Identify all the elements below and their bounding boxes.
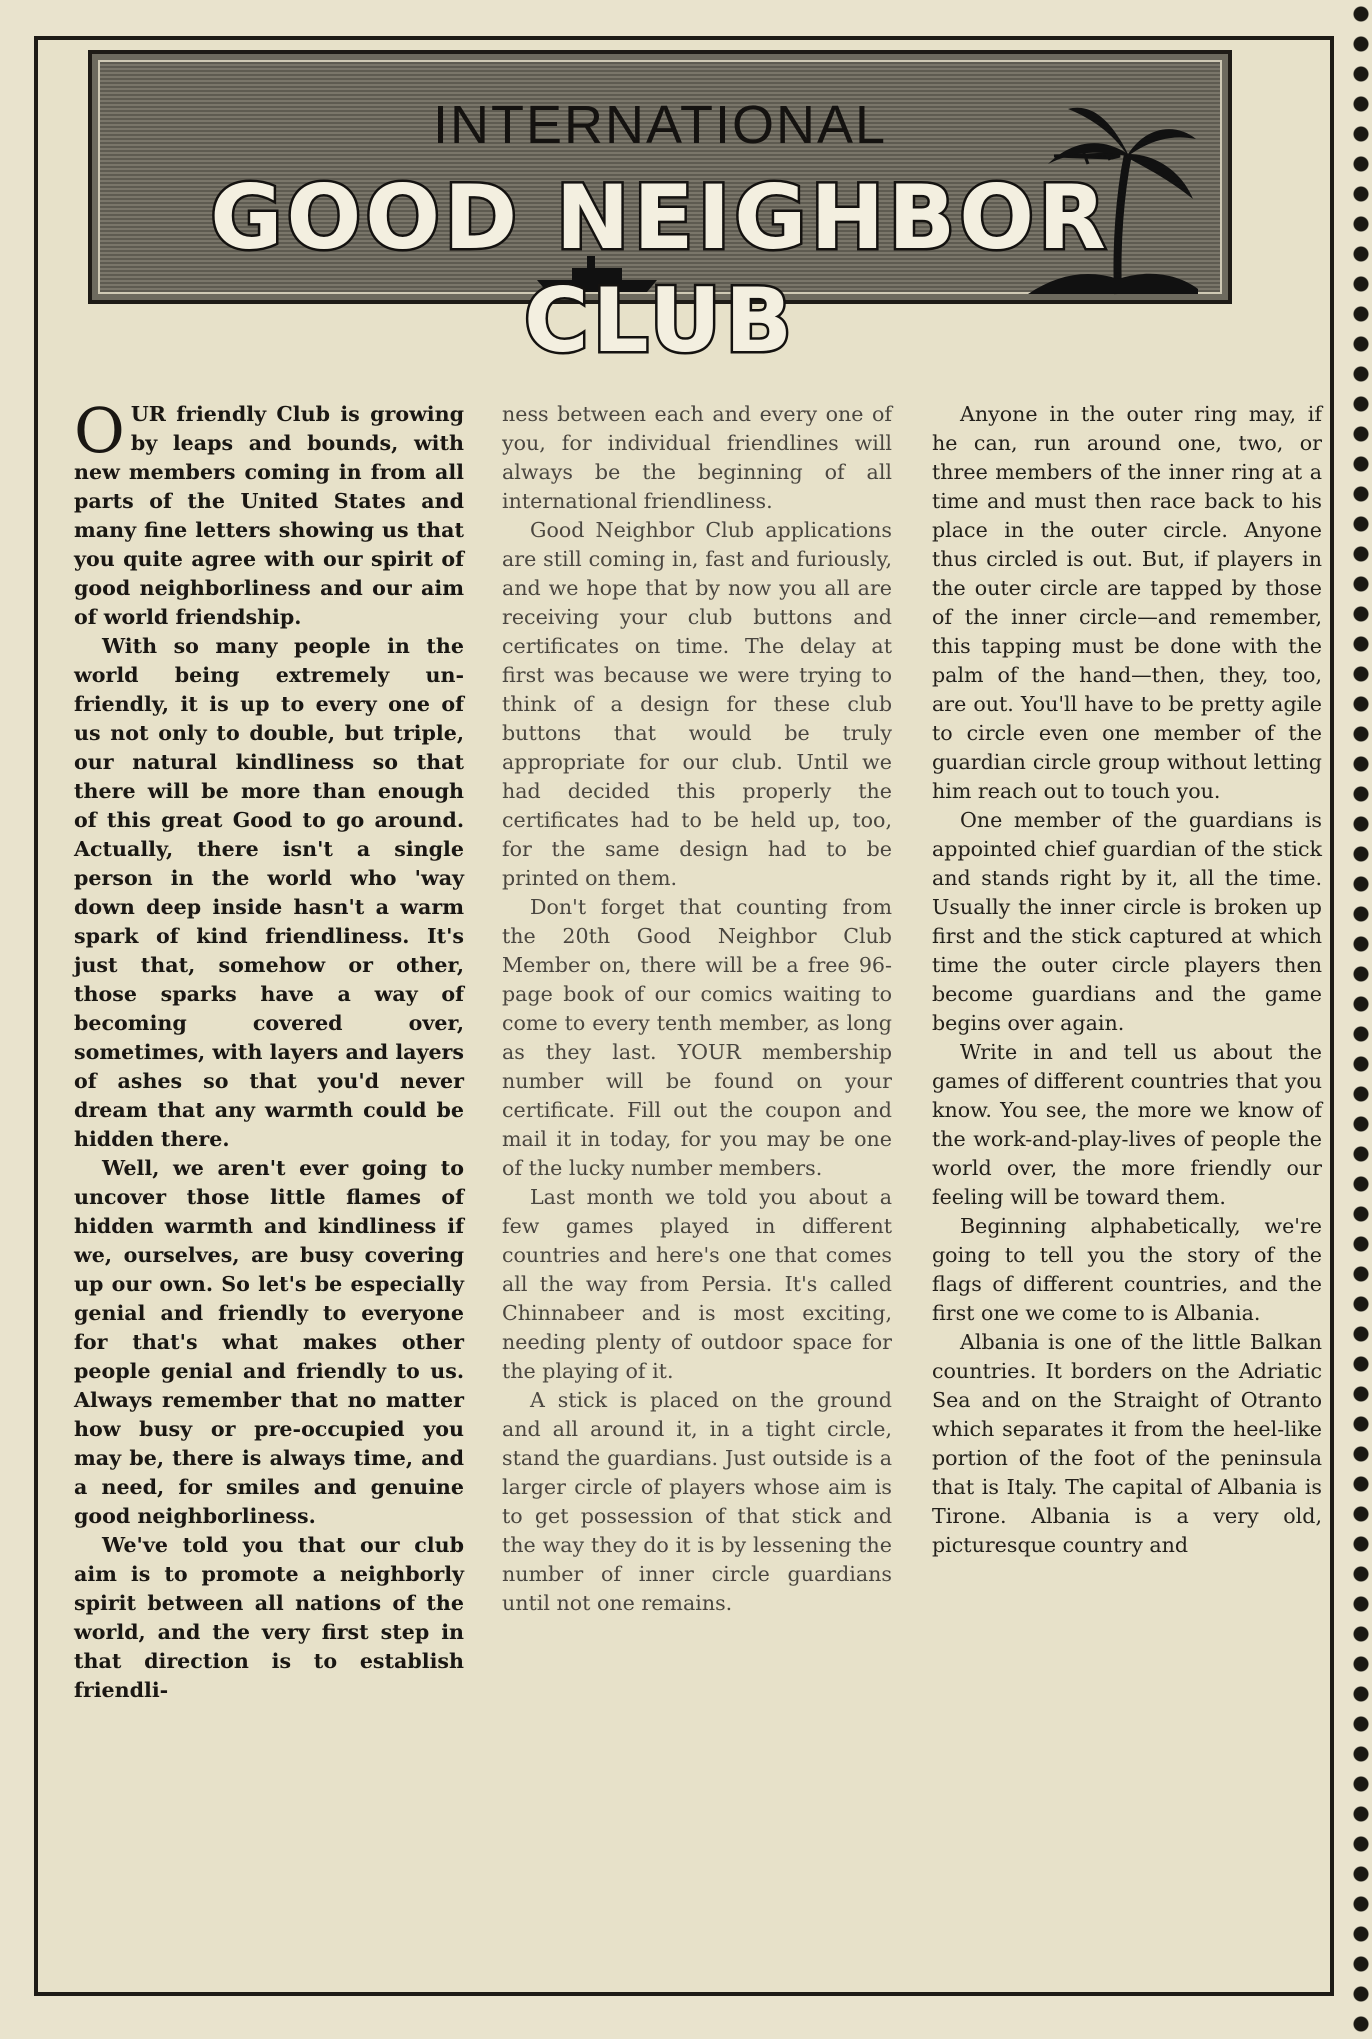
paragraph: Beginning alphabetically, we're going to tell you the story of the flags of different countries, and the first one we come to is Albania. [932, 1214, 1322, 1325]
paragraph: We've told you that our club aim is to promote a neighborly spirit between all nations of the world, and the very first step in that direction is to establish friendli- [74, 1533, 464, 1702]
paragraph [74, 394, 464, 632]
column-3 [932, 400, 1322, 1560]
page-edge-binding [1350, 0, 1372, 2039]
banner-subtitle: INTERNATIONAL [432, 95, 888, 155]
paragraph: ness between each and every one of you, for individual friendlines will always be the beginning of all international friendliness. [502, 402, 892, 513]
article-body [74, 394, 1334, 1900]
drop-cap: O [74, 394, 125, 467]
paragraph: Well, we aren't ever going to uncover those little flames of hidden warmth and kindliness if we, ourselves, are busy covering up our own. So let's be especially genial and friendly to everyone for that's what makes other people genial and friendly to us. Always remember that no matter how busy or pre-occupied you may be, there is always time, and a need, for smiles and genuine good neighborliness. [74, 1156, 464, 1528]
paragraph: Last month we told you about a few games played in different countries and here's one that comes all the way from Persia. It's called Chinnabeer and is most exciting, needing plenty of outdoor space for the playing of it. [502, 1185, 892, 1383]
paragraph: Good Neighbor Club applications are still coming in, fast and furiously, and we hope that by now you all are receiving your club buttons and certificates on time. The delay at first was because we were trying to think of a design for these club buttons that would be truly appropriate for our club. Until we had decided this properly the certificates had to be held up, too, for the same design had to be printed on them. [502, 518, 892, 890]
paragraph-text: UR friendly Club is growing by leaps and bounds, with new members coming in from all parts of the United States and many fine letters showing us that you quite agree with our spirit of good neighborliness and our aim of world friendship. [74, 402, 464, 629]
column-1 [74, 394, 465, 1705]
paragraph: With so many people in the world being extremely un-friendly, it is up to every one of us not only to double, but triple, our natural kindliness so that there will be more than enough of this great Good to go around. Actually, there isn't a single person in the world who 'way down deep inside hasn't a warm spark of kind friendliness. It's just that, somehow or other, those sparks have a way of becoming covered over, sometimes, with layers and layers of ashes so that you'd never dream that any warmth could be hidden there. [74, 634, 465, 1151]
paragraph: Write in and tell us about the games of different countries that you know. You see, the more we know of the work-and-play-lives of people the world over, the more friendly our feeling will be toward them. [932, 1040, 1322, 1209]
paragraph: One member of the guardians is appointed chief guardian of the stick and stands right by it, all the time. Usually the inner circle is broken up first and the stick captured at which time the outer circle players then become guardians and the game begins over again. [932, 808, 1322, 1035]
paragraph: A stick is placed on the ground and all around it, in a tight circle, stand the guardians. Just outside is a larger circle of players whose aim is to get possession of that stick and the way they do it is by lessening the number of inner circle guardians until not one remains. [502, 1388, 892, 1615]
column-2 [502, 400, 892, 1618]
header-banner [88, 50, 1232, 372]
paragraph: Don't forget that counting from the 20th Good Neighbor Club Member on, there will be a free 96-page book of our comics waiting to come to every tenth member, as long as they last. YOUR membership number will be found on your certificate. Fill out the coupon and mail it in today, for you may be one of the lucky number members. [502, 895, 892, 1180]
paragraph: Anyone in the outer ring may, if he can, run around one, two, or three members of the inner ring at a time and must then race back to his place in the outer circle. Anyone thus circled is out. But, if players in the outer circle are tapped by those of the inner circle—and remember, this tapping must be done with the palm of the hand—then, they, too, are out. You'll have to be pretty agile to circle even one member of the guardian circle group without letting him reach out to touch you. [932, 402, 1322, 803]
banner-title: GOOD NEIGHBOR CLUB [210, 166, 1110, 372]
paragraph: Albania is one of the little Balkan countries. It borders on the Adriatic Sea and on the Straight of Otranto which separates it from the heel-like portion of the foot of the peninsula that is Italy. The capital of Albania is Tirone. Albania is a very old, picturesque country and [932, 1330, 1322, 1557]
